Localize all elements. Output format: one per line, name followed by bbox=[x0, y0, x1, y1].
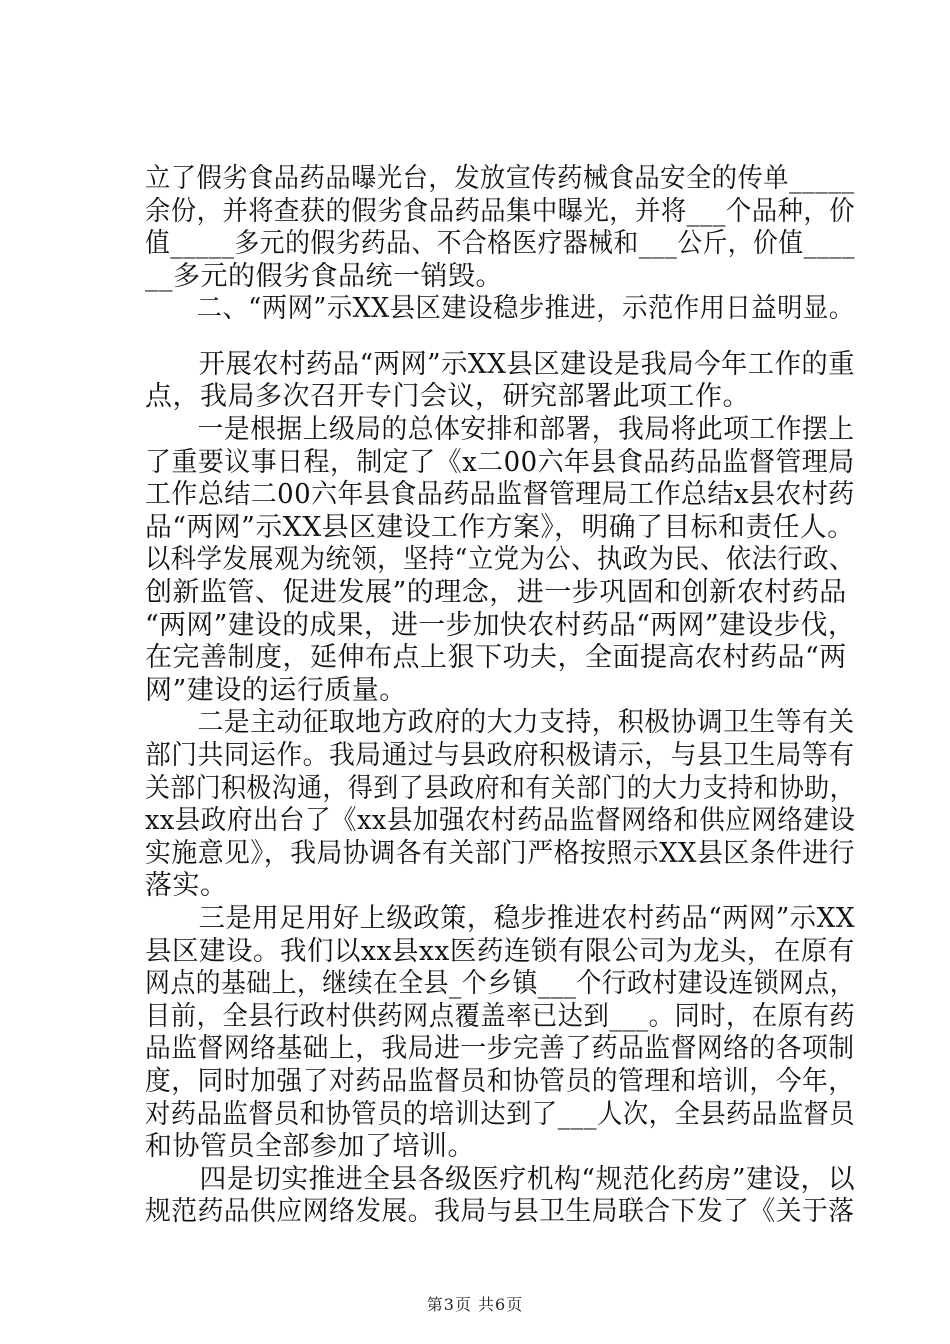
body-line: 规范药品供应网络发展。我局与县卫生局联合下发了《关于落 bbox=[145, 1196, 855, 1227]
body-line: 值_____多元的假劣药品、不合格医疗器械和___公斤，价值____ bbox=[145, 228, 856, 259]
section-heading: 二、“两网”示XX县区建设稳步推进，示范作用日益明显。 bbox=[145, 293, 855, 324]
body-line: 度，同时加强了对药品监督员和协管员的管理和培训，今年， bbox=[145, 1066, 855, 1097]
body-line: 县区建设。我们以xx县xx医药连锁有限公司为龙头，在原有 bbox=[145, 936, 855, 967]
body-line: 开展农村药品“两网”示XX县区建设是我局今年工作的重 bbox=[145, 349, 856, 380]
body-line: “两网”建设的成果，进一步加快农村药品“两网”建设步伐， bbox=[145, 610, 856, 641]
body-line: 二是主动征取地方政府的大力支持，积极协调卫生等有关 bbox=[145, 707, 855, 738]
body-line: 了重要议事日程，制定了《x二00六年县食品药品监督管理局 bbox=[145, 447, 855, 478]
body-line: 在完善制度，延伸布点上狠下功夫，全面提高农村药品“两 bbox=[145, 642, 847, 673]
body-line: 品“两网”示XX县区建设工作方案》，明确了目标和责任人。 bbox=[145, 512, 855, 543]
body-line: 四是切实推进全县各级医疗机构“规范化药房”建设，以 bbox=[145, 1164, 856, 1195]
body-line: 一是根据上级局的总体安排和部署，我局将此项工作摆上 bbox=[145, 414, 855, 445]
body-line: xx县政府出台了《xx县加强农村药品监督网络和供应网络建设 bbox=[145, 805, 856, 836]
body-line: 立了假劣食品药品曝光台，发放宣传药械食品安全的传单_____ bbox=[145, 163, 855, 194]
body-line: 三是用足用好上级政策，稳步推进农村药品“两网”示XX bbox=[145, 903, 856, 934]
body-line: 网”建设的运行质量。 bbox=[145, 675, 407, 706]
page-number-footer: 第3页 共6页 bbox=[426, 1295, 524, 1314]
body-line: 创新监管、促进发展”的理念，进一步巩固和创新农村药品 bbox=[145, 577, 847, 608]
body-line: 余份，并将查获的假劣食品药品集中曝光，并将___个品种，价 bbox=[145, 196, 855, 227]
body-line: 点，我局多次召开专门会议，研究部署此项工作。 bbox=[145, 381, 750, 412]
body-line: 和协管员全部参加了培训。 bbox=[145, 1131, 475, 1162]
body-line: 实施意见》，我局协调各有关部门严格按照示XX县区条件进行 bbox=[145, 838, 855, 869]
body-line: 目前，全县行政村供药网点覆盖率已达到___。同时，在原有药 bbox=[145, 1001, 855, 1032]
body-line: 品监督网络基础上，我局进一步完善了药品监督网络的各项制 bbox=[145, 1033, 855, 1064]
body-line: 以科学发展观为统领，坚持“立党为公、执政为民、依法行政、 bbox=[145, 544, 855, 575]
body-line: 工作总结二00六年县食品药品监督管理局工作总结x县农村药 bbox=[145, 479, 855, 510]
body-line: __多元的假劣食品统一销毁。 bbox=[145, 261, 503, 292]
body-line: 关部门积极沟通，得到了县政府和有关部门的大力支持和协助， bbox=[145, 773, 856, 804]
body-line: 落实。 bbox=[145, 870, 228, 901]
body-line: 部门共同运作。我局通过与县政府积极请示，与县卫生局等有 bbox=[145, 740, 855, 771]
body-line: 对药品监督员和协管员的培训达到了___人次，全县药品监督员 bbox=[145, 1099, 855, 1130]
body-line: 网点的基础上，继续在全县_个乡镇___个行政村建设连锁网点， bbox=[145, 968, 856, 999]
